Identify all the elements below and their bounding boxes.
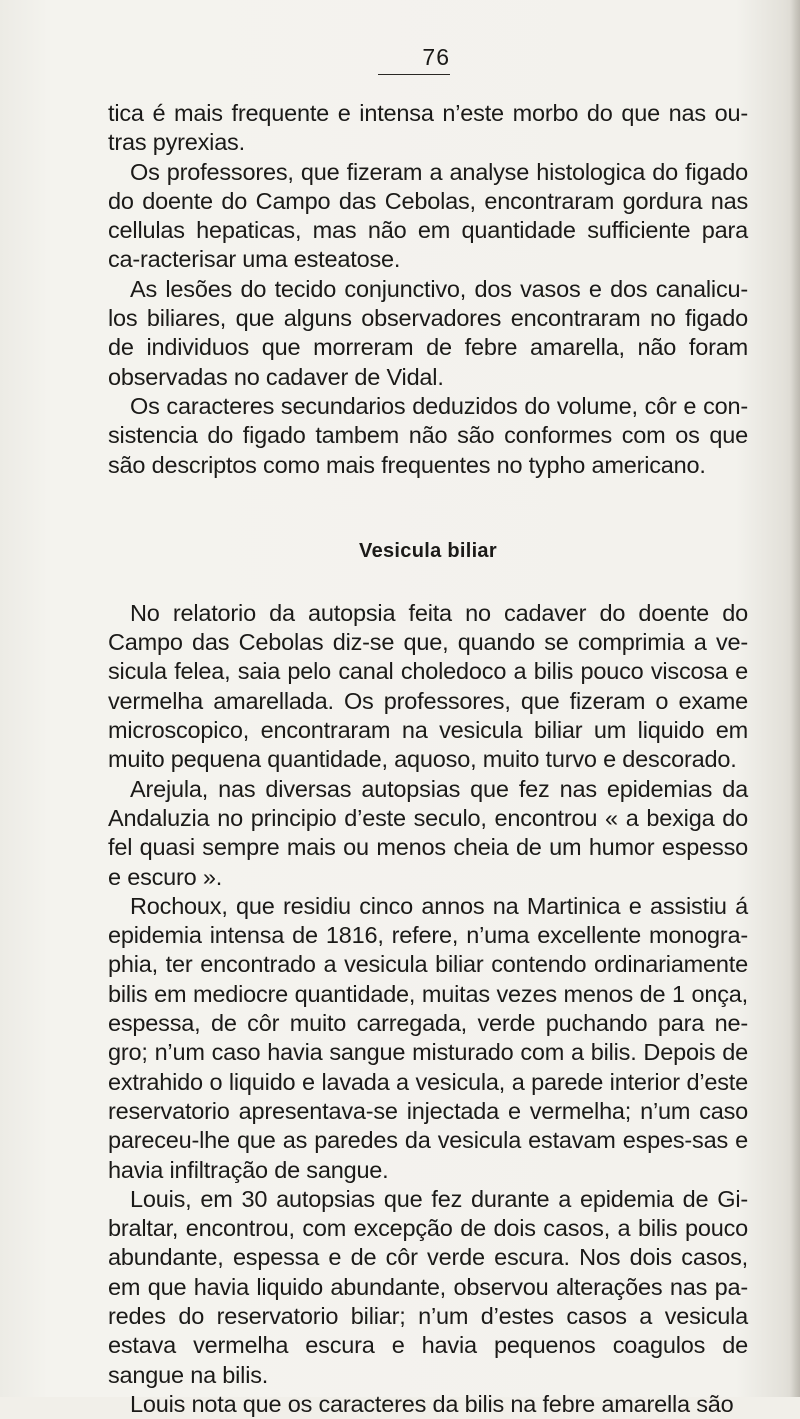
paragraph: As lesões do tecido conjunctivo, dos vasos e dos canalicu-los biliares, que alguns observadores encontraram no figado de individuos que morreram de febre amarella, não foram observadas no cadaver de Vidal. (108, 275, 748, 390)
paragraph: No relatorio da autopsia feita no cadaver do doente do Campo das Cebolas diz-se que, quando se comprimia a ve-sicula felea, saia pelo canal choledoco a bilis pouco viscosa e vermelha amarellada. Os professores, que fizeram o exame microscopico, encontraram na vesicula biliar um liquido em muito pequena quantidade, aquoso, muito turvo e descorado. (108, 599, 748, 773)
paragraph: Os professores, que fizeram a analyse histologica do figado do doente do Campo das Cebolas, encontraram gordura nas cellulas hepaticas, mas não em quantidade sufficiente para ca-racterisar uma esteatose. (108, 158, 748, 273)
section-heading: Vesicula biliar (359, 539, 497, 562)
paragraph: Louis, em 30 autopsias que fez durante a epidemia de Gi-braltar, encontrou, com excepção de dois casos, a bilis pouco abundante, espessa e de côr verde escura. Nos dois casos, em que havia liquido abundante, observou alterações nas pa-redes do reservatorio biliar; n’um d’estes casos a vesicula estava vermelha escura e havia pequenos coagulos de sangue na bilis. (108, 1185, 748, 1388)
body-text (108, 99, 748, 1419)
page-edge-shadow (790, 0, 800, 1397)
paragraph: tica é mais frequente e intensa n’este morbo do que nas ou-tras pyrexias. (108, 100, 748, 156)
paragraph: Louis nota que os caracteres da bilis na febre amarella são (130, 1390, 734, 1417)
paragraph: Os caracteres secundarios deduzidos do volume, côr e con-sistencia do figado tambem não são conformes com os que são descriptos como mais frequentes no typho americano. (108, 392, 748, 478)
page-number: 76 (422, 44, 450, 70)
paragraph: Arejula, nas diversas autopsias que fez nas epidemias da Andaluzia no principio d’este seculo, encontrou « a bexiga do fel quasi sempre mais ou menos cheia de um humor espesso e escuro ». (108, 775, 748, 890)
paragraph: Rochoux, que residiu cinco annos na Martinica e assistiu á epidemia intensa de 1816, refere, n’uma excellente monogra-phia, ter encontrado a vesicula biliar contendo ordinariamente bilis em mediocre quantidade, muitas vezes menos de 1 onça, espessa, de côr muito carregada, verde puchando para ne-gro; n’um caso havia sangue misturado com a bilis. Depois de extrahido o liquido e lavada a vesicula, a parede interior d’este reservatorio apresentava-se injectada e vermelha; n’um caso pareceu-lhe que as paredes da vesicula estavam espes-sas e havia infiltração de sangue. (108, 892, 748, 1183)
page-number-rule (378, 74, 450, 75)
